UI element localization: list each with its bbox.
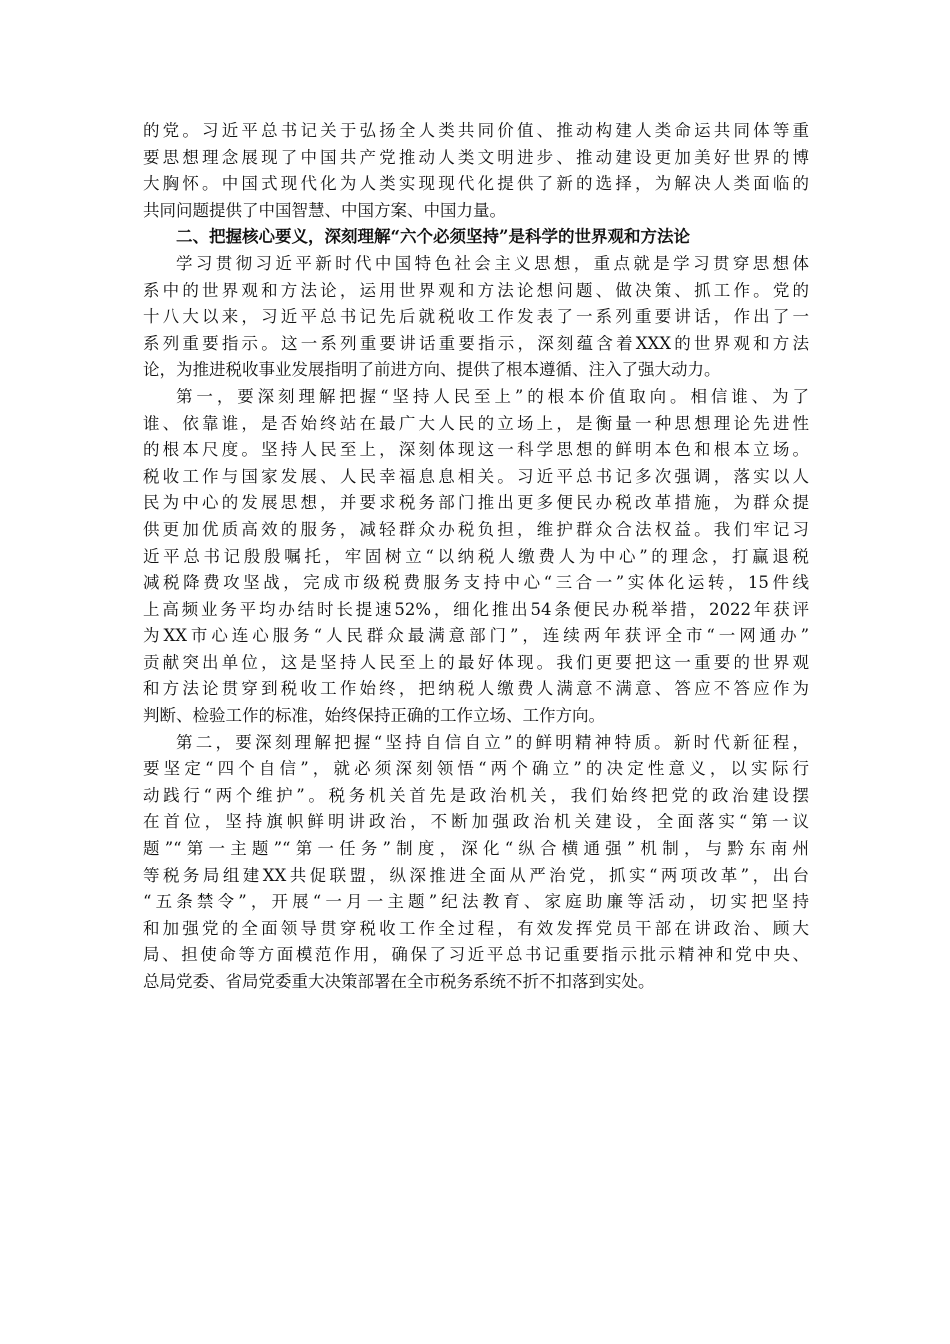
text-line: “五条禁令”，开展“一月一主题”纪法教育、家庭助廉等活动，切实把坚持: [143, 892, 809, 912]
text-line: 等税务局组建XX共促联盟，纵深推进全面从严治党，抓实“两项改革”，出台: [143, 865, 809, 885]
text-line: 系列重要指示。这一系列重要讲话重要指示，深刻蕴含着XXX的世界观和方法: [143, 333, 809, 353]
text-line: 十八大以来，习近平总书记先后就税收工作发表了一系列重要讲话，作出了一: [143, 307, 809, 327]
text-line: 贡献突出单位，这是坚持人民至上的最好体现。我们更要把这一重要的世界观: [143, 652, 809, 672]
text-line: 的党。习近平总书记关于弘扬全人类共同价值、推动构建人类命运共同体等重: [143, 121, 809, 140]
text-line: 动践行“两个维护”。税务机关首先是政治机关，我们始终把党的政治建设摆: [143, 785, 809, 805]
text-line: 税收工作与国家发展、人民幸福息息相关。习近平总书记多次强调，落实以人: [143, 466, 809, 486]
text-line: 题”“第一主题”“第一任务”制度，深化“纵合横通强”机制，与黔东南州: [143, 839, 809, 859]
text-line: 局、担使命等方面模范作用，确保了习近平总书记重要指示批示精神和党中央、: [143, 945, 809, 965]
text-line: 要坚定“四个自信”，就必须深刻领悟“两个确立”的决定性意义，以实际行: [143, 759, 809, 779]
text-line: 为XX市心连心服务“人民群众最满意部门”，连续两年获评全市“一网通办”: [143, 626, 809, 646]
text-line: 学习贯彻习近平新时代中国特色社会主义思想，重点就是学习贯穿思想体: [176, 253, 809, 273]
text-line: 供更加优质高效的服务，减轻群众办税负担，维护群众合法权益。我们牢记习: [143, 519, 809, 539]
paragraph-second-point: [143, 730, 809, 996]
section-heading: [143, 224, 809, 251]
text-line: 上高频业务平均办结时长提速52%，细化推出54条便民办税举措，2022年获评: [143, 599, 809, 619]
text-line: 近平总书记殷殷嘱托，牢固树立“以纳税人缴费人为中心”的理念，打赢退税: [143, 546, 809, 566]
text-line: 和方法论贯穿到税收工作始终，把纳税人缴费人满意不满意、答应不答应作为: [143, 679, 809, 699]
text-line: 减税降费攻坚战，完成市级税费服务支持中心“三合一”实体化运转，15件线: [143, 573, 809, 593]
text-line: 谁、依靠谁，是否始终站在最广大人民的立场上，是衡量一种思想理论先进性: [143, 413, 809, 433]
text-line: 第二，要深刻理解把握“坚持自信自立”的鲜明精神特质。新时代新征程，: [176, 732, 809, 752]
text-line: 判断、检验工作的标准，始终保持正确的工作立场、工作方向。: [143, 706, 605, 726]
text-line: 大胸怀。中国式现代化为人类实现现代化提供了新的选择，为解决人类面临的: [143, 174, 809, 194]
text-line: 共同问题提供了中国智慧、中国方案、中国力量。: [143, 200, 506, 220]
text-line: 第一，要深刻理解把握“坚持人民至上”的根本价值取向。相信谁、为了: [176, 386, 809, 406]
text-line: 总局党委、省局党委重大决策部署在全市税务系统不折不扣落到实处。: [143, 972, 655, 991]
text-line: 民为中心的发展思想，并要求税务部门推出更多便民办税改革措施，为群众提: [143, 493, 809, 513]
text-line: 的根本尺度。坚持人民至上，深刻体现这一科学思想的鲜明本色和根本立场。: [143, 440, 809, 460]
document-page: [143, 118, 809, 996]
paragraph-first-point: [143, 384, 809, 730]
text-line: 在首位，坚持旗帜鲜明讲政治，不断加强政治机关建设，全面落实“第一议: [143, 812, 809, 832]
paragraph-conclusion: [143, 118, 809, 224]
section-heading-text: 二、把握核心要义，深刻理解“六个必须坚持”是科学的世界观和方法论: [176, 227, 690, 247]
text-line: 论，为推进税收事业发展指明了前进方向、提供了根本遵循、注入了强大动力。: [143, 360, 721, 380]
text-line: 和加强党的全面领导贯穿税收工作全过程，有效发挥党员干部在讲政治、顾大: [143, 918, 809, 938]
text-line: 要思想理念展现了中国共产党推动人类文明进步、推动建设更加美好世界的博: [143, 147, 809, 167]
text-line: 系中的世界观和方法论，运用世界观和方法论想问题、做决策、抓工作。党的: [143, 280, 809, 300]
paragraph-intro: [143, 251, 809, 384]
